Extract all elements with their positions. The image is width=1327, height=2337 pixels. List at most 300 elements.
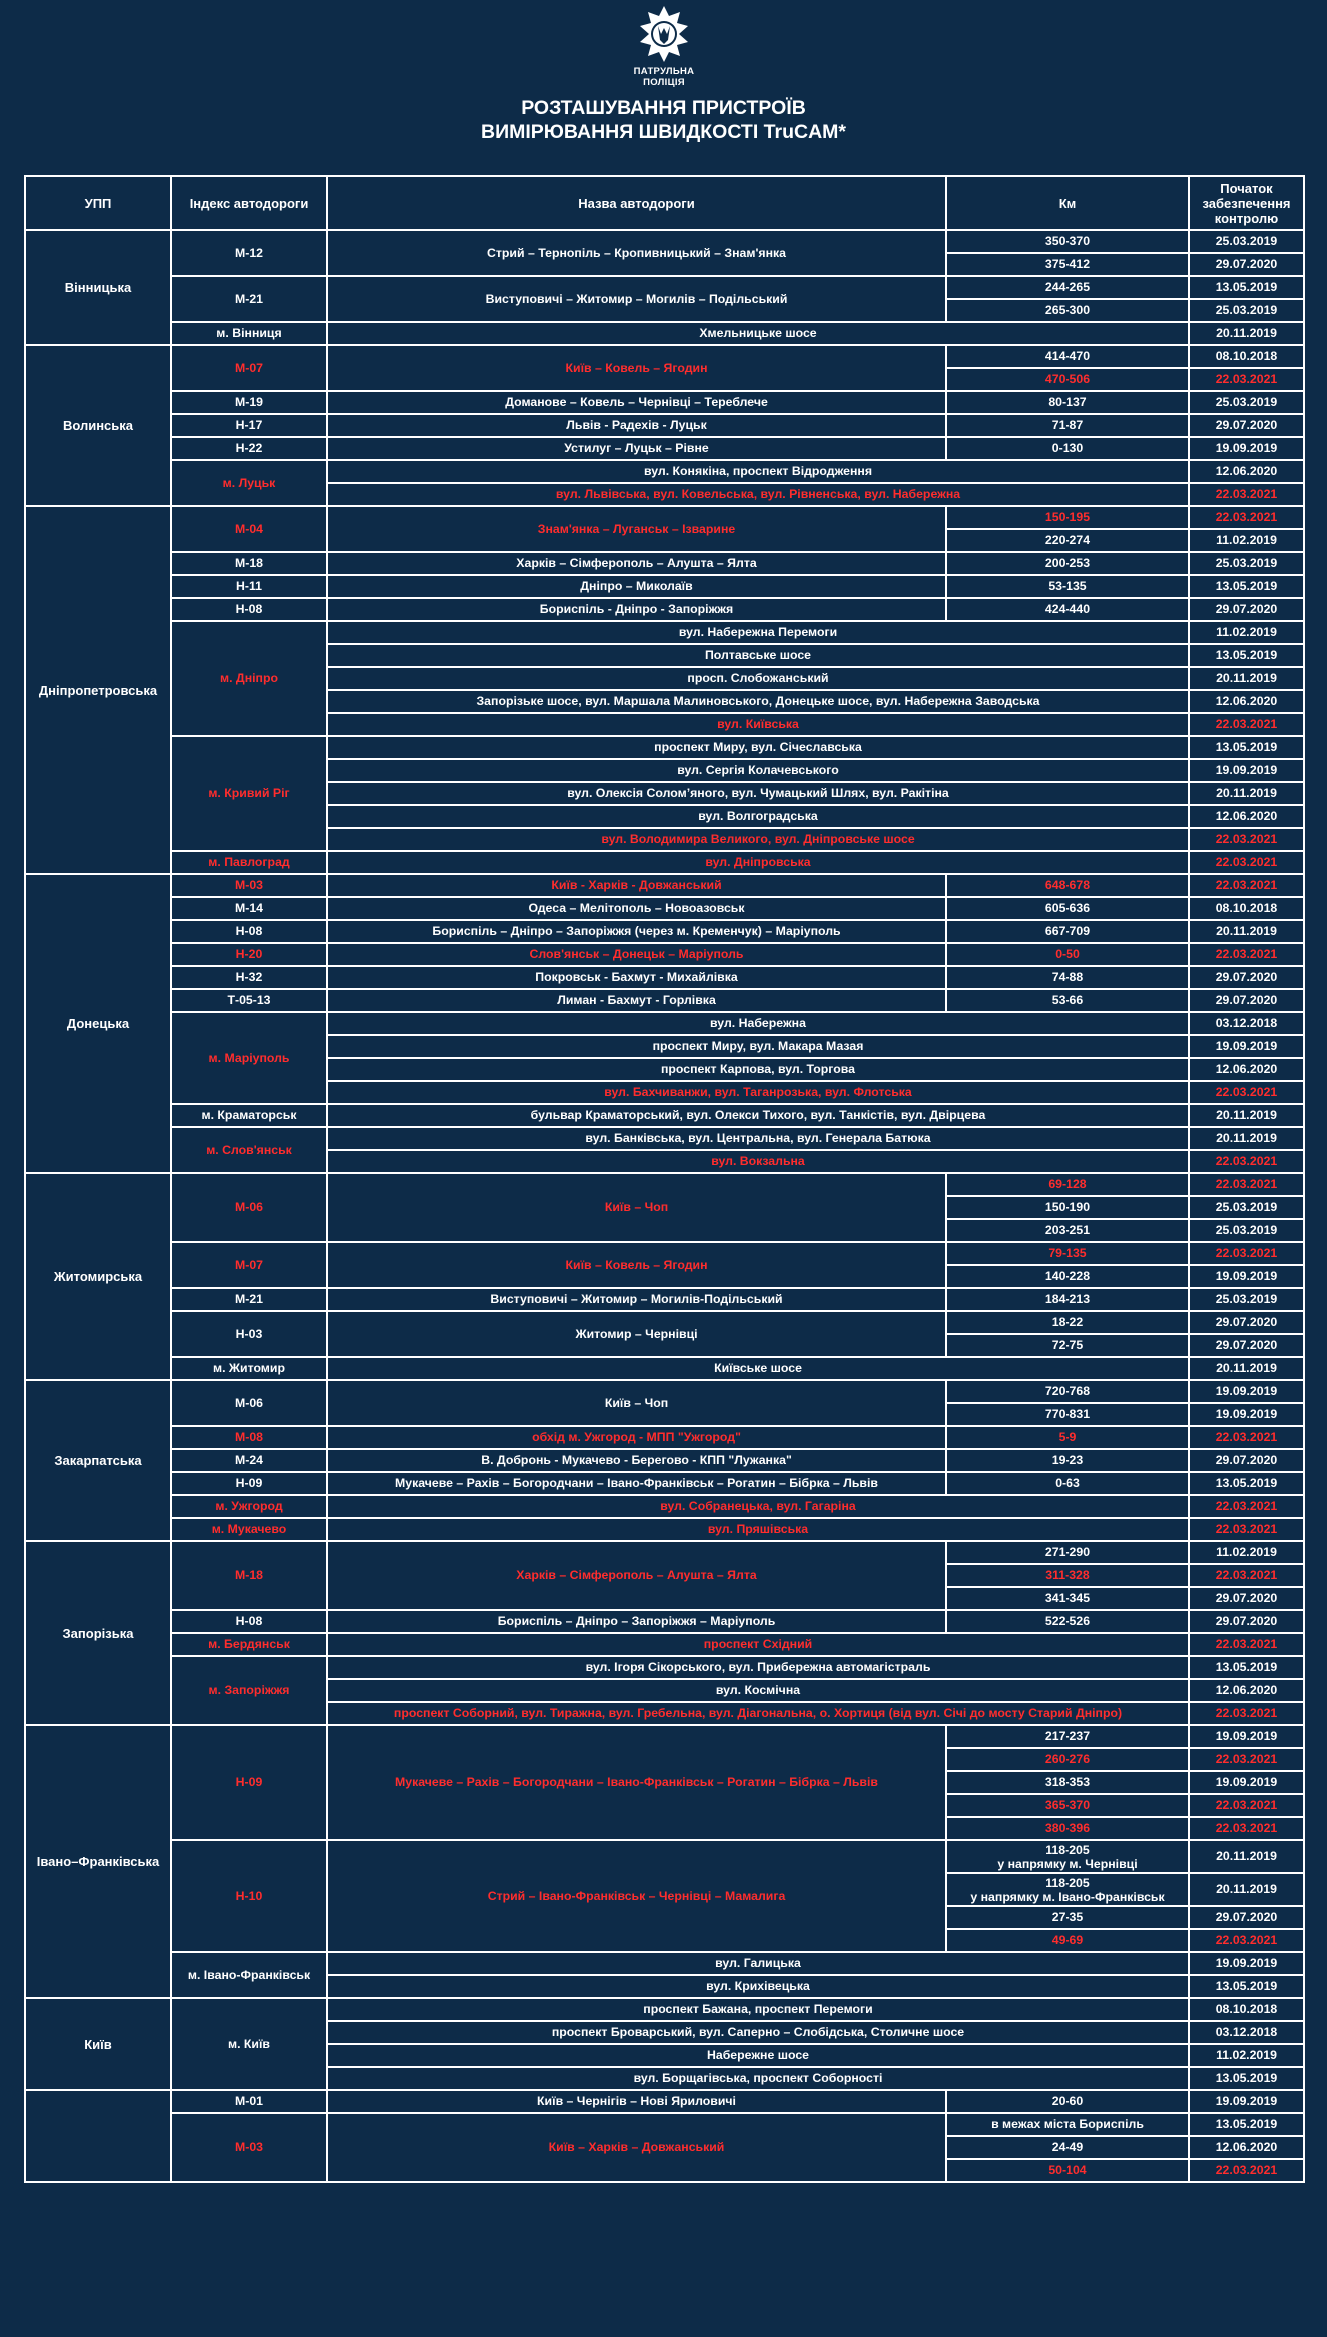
start-date-cell: 22.03.2021 xyxy=(1189,851,1304,874)
km-cell: 341-345 xyxy=(946,1587,1189,1610)
road-index-cell: Н-09 xyxy=(171,1725,327,1840)
start-date-cell: 13.05.2019 xyxy=(1189,736,1304,759)
road-index-cell: М-01 xyxy=(171,2090,327,2113)
km-direction: у напрямку м. Івано-Франківськ xyxy=(970,1889,1165,1904)
km-cell: 365-370 xyxy=(946,1794,1189,1817)
road-index-cell: Т-05-13 xyxy=(171,989,327,1012)
title-line-2: ВИМІРЮВАННЯ ШВИДКОСТІ TruCAM* xyxy=(481,121,846,143)
page-header xyxy=(0,0,1327,172)
km-cell: 470-506 xyxy=(946,368,1189,391)
start-date-cell: 22.03.2021 xyxy=(1189,1794,1304,1817)
start-date-cell: 22.03.2021 xyxy=(1189,1929,1304,1952)
start-date-cell: 20.11.2019 xyxy=(1189,1873,1304,1906)
table-row xyxy=(25,1610,1304,1633)
km-cell: 265-300 xyxy=(946,299,1189,322)
road-name-cell: Мукачеве – Рахів – Богородчани – Івано-Франківськ – Рогатин – Бібрка – Львів xyxy=(327,1472,946,1495)
start-date-cell: 25.03.2019 xyxy=(1189,1196,1304,1219)
road-index-cell: м. Івано-Франківськ xyxy=(171,1952,327,1998)
road-name-cell: Київ – Ковель – Ягодин xyxy=(327,345,946,391)
road-index-cell: М-06 xyxy=(171,1173,327,1242)
km-cell: 50-104 xyxy=(946,2159,1189,2182)
street-cell: проспект Бажана, проспект Перемоги xyxy=(327,1998,1189,2021)
road-index-cell: м. Кривий Ріг xyxy=(171,736,327,851)
start-date-cell: 03.12.2018 xyxy=(1189,2021,1304,2044)
road-index-cell: Н-20 xyxy=(171,943,327,966)
km-cell: 18-22 xyxy=(946,1311,1189,1334)
table-row xyxy=(25,598,1304,621)
km-cell: 69-128 xyxy=(946,1173,1189,1196)
road-index-cell: М-18 xyxy=(171,1541,327,1610)
km-cell: 380-396 xyxy=(946,1817,1189,1840)
start-date-cell: 19.09.2019 xyxy=(1189,1403,1304,1426)
km-cell: 318-353 xyxy=(946,1771,1189,1794)
table-row xyxy=(25,1173,1304,1196)
street-cell: Полтавське шосе xyxy=(327,644,1189,667)
km-cell xyxy=(946,1873,1189,1906)
road-index-cell: м. Ужгород xyxy=(171,1495,327,1518)
street-cell: вул. Володимира Великого, вул. Дніпровське шосе xyxy=(327,828,1189,851)
street-cell: вул. Собранецька, вул. Гагаріна xyxy=(327,1495,1189,1518)
road-index-cell: м. Мукачево xyxy=(171,1518,327,1541)
road-index-cell: Н-08 xyxy=(171,1610,327,1633)
street-cell: вул. Галицька xyxy=(327,1952,1189,1975)
column-header-road-index: Індекс автодороги xyxy=(171,176,327,230)
road-name-cell: Київ – Чоп xyxy=(327,1380,946,1426)
street-cell: проспект Миру, вул. Січеславська xyxy=(327,736,1189,759)
km-cell: 5-9 xyxy=(946,1426,1189,1449)
upp-cell: Запорізька xyxy=(25,1541,171,1725)
km-cell: 414-470 xyxy=(946,345,1189,368)
road-index-cell: Н-10 xyxy=(171,1840,327,1952)
road-index-cell: м. Слов'янськ xyxy=(171,1127,327,1173)
title-line-1: РОЗТАШУВАННЯ ПРИСТРОЇВ xyxy=(521,97,806,119)
start-date-cell: 22.03.2021 xyxy=(1189,2159,1304,2182)
km-cell: 605-636 xyxy=(946,897,1189,920)
street-cell: вул. Набережна Перемоги xyxy=(327,621,1189,644)
road-name-cell: Харків – Сімферополь – Алушта – Ялта xyxy=(327,1541,946,1610)
police-badge-icon xyxy=(638,4,690,64)
road-name-cell: Бориспіль - Дніпро - Запоріжжя xyxy=(327,598,946,621)
table-row xyxy=(25,575,1304,598)
start-date-cell: 13.05.2019 xyxy=(1189,1656,1304,1679)
start-date-cell: 08.10.2018 xyxy=(1189,345,1304,368)
street-cell: вул. Набережна xyxy=(327,1012,1189,1035)
start-date-cell: 20.11.2019 xyxy=(1189,1104,1304,1127)
km-cell: 74-88 xyxy=(946,966,1189,989)
start-date-cell: 19.09.2019 xyxy=(1189,1952,1304,1975)
km-cell: 244-265 xyxy=(946,276,1189,299)
start-date-cell: 25.03.2019 xyxy=(1189,1288,1304,1311)
road-index-cell: М-03 xyxy=(171,874,327,897)
road-name-cell: Харків – Сімферополь – Алушта – Ялта xyxy=(327,552,946,575)
km-cell: 24-49 xyxy=(946,2136,1189,2159)
upp-cell: Київ xyxy=(25,1998,171,2090)
km-range: 118-205 xyxy=(1045,1842,1090,1857)
start-date-cell: 11.02.2019 xyxy=(1189,529,1304,552)
start-date-cell: 11.02.2019 xyxy=(1189,1541,1304,1564)
road-name-cell: Житомир – Чернівці xyxy=(327,1311,946,1357)
road-index-cell: м. Луцьк xyxy=(171,460,327,506)
road-index-cell: М-19 xyxy=(171,391,327,414)
road-name-cell: Виступовичі – Житомир – Могилів-Подільський xyxy=(327,1288,946,1311)
start-date-cell: 19.09.2019 xyxy=(1189,1265,1304,1288)
road-index-cell: м. Житомир xyxy=(171,1357,327,1380)
km-cell: 19-23 xyxy=(946,1449,1189,1472)
table-row xyxy=(25,1357,1304,1380)
road-name-cell: Знам'янка – Луганськ – Ізварине xyxy=(327,506,946,552)
street-cell: проспект Східний xyxy=(327,1633,1189,1656)
km-cell: 150-195 xyxy=(946,506,1189,529)
upp-cell: Івано–Франківська xyxy=(25,1725,171,1998)
table-row xyxy=(25,736,1304,759)
street-cell: вул. Дніпровська xyxy=(327,851,1189,874)
road-index-cell: М-07 xyxy=(171,345,327,391)
column-header-km: Км xyxy=(946,176,1189,230)
start-date-cell: 25.03.2019 xyxy=(1189,1219,1304,1242)
km-cell: 271-290 xyxy=(946,1541,1189,1564)
table-row xyxy=(25,506,1304,529)
road-index-cell: Н-17 xyxy=(171,414,327,437)
start-date-cell: 25.03.2019 xyxy=(1189,552,1304,575)
table-row xyxy=(25,1541,1304,1564)
km-cell: 0-50 xyxy=(946,943,1189,966)
start-date-cell: 20.11.2019 xyxy=(1189,667,1304,690)
start-date-cell: 19.09.2019 xyxy=(1189,1035,1304,1058)
page-title xyxy=(0,96,1327,144)
km-cell: 424-440 xyxy=(946,598,1189,621)
start-date-cell: 22.03.2021 xyxy=(1189,1242,1304,1265)
start-date-cell: 20.11.2019 xyxy=(1189,1357,1304,1380)
start-date-cell: 29.07.2020 xyxy=(1189,989,1304,1012)
police-logo xyxy=(612,4,716,88)
start-date-cell: 12.06.2020 xyxy=(1189,1058,1304,1081)
street-cell: Київське шосе xyxy=(327,1357,1189,1380)
street-cell: вул. Сергія Колачевського xyxy=(327,759,1189,782)
road-name-cell: Слов'янськ – Донецьк – Маріуполь xyxy=(327,943,946,966)
km-cell: 0-63 xyxy=(946,1472,1189,1495)
column-header-start-date: Початок забезпечення контролю xyxy=(1189,176,1304,230)
start-date-cell: 22.03.2021 xyxy=(1189,1817,1304,1840)
street-cell: проспект Карпова, вул. Торгова xyxy=(327,1058,1189,1081)
km-cell: 220-274 xyxy=(946,529,1189,552)
start-date-cell: 12.06.2020 xyxy=(1189,805,1304,828)
table-row xyxy=(25,621,1304,644)
km-cell: 140-228 xyxy=(946,1265,1189,1288)
logo-line-1: ПАТРУЛЬНА xyxy=(633,66,695,77)
start-date-cell: 12.06.2020 xyxy=(1189,460,1304,483)
upp-cell: Житомирська xyxy=(25,1173,171,1380)
road-index-cell: м. Дніпро xyxy=(171,621,327,736)
km-cell: 150-190 xyxy=(946,1196,1189,1219)
start-date-cell: 19.09.2019 xyxy=(1189,1771,1304,1794)
km-cell: 80-137 xyxy=(946,391,1189,414)
start-date-cell: 13.05.2019 xyxy=(1189,2113,1304,2136)
road-name-cell: Київ - Харків - Довжанський xyxy=(327,874,946,897)
street-cell: вул. Київська xyxy=(327,713,1189,736)
road-index-cell: Н-22 xyxy=(171,437,327,460)
table-row xyxy=(25,1012,1304,1035)
road-index-cell: М-21 xyxy=(171,1288,327,1311)
table-row xyxy=(25,460,1304,483)
street-cell: вул. Вокзальна xyxy=(327,1150,1189,1173)
street-cell: Набережне шосе xyxy=(327,2044,1189,2067)
street-cell: вул. Пряшівська xyxy=(327,1518,1189,1541)
start-date-cell: 19.09.2019 xyxy=(1189,1380,1304,1403)
road-index-cell: М-08 xyxy=(171,1426,327,1449)
table-row xyxy=(25,943,1304,966)
km-cell: 217-237 xyxy=(946,1725,1189,1748)
table-row xyxy=(25,1633,1304,1656)
table-row xyxy=(25,2090,1304,2113)
start-date-cell: 22.03.2021 xyxy=(1189,1564,1304,1587)
table-row xyxy=(25,1725,1304,1748)
km-cell: 0-130 xyxy=(946,437,1189,460)
road-name-cell: обхід м. Ужгород - МПП "Ужгород" xyxy=(327,1426,946,1449)
road-index-cell: м. Маріуполь xyxy=(171,1012,327,1104)
km-cell: 375-412 xyxy=(946,253,1189,276)
road-index-cell: Н-08 xyxy=(171,920,327,943)
start-date-cell: 20.11.2019 xyxy=(1189,322,1304,345)
start-date-cell: 22.03.2021 xyxy=(1189,1748,1304,1771)
road-index-cell: м. Запоріжжя xyxy=(171,1656,327,1725)
km-cell: 260-276 xyxy=(946,1748,1189,1771)
start-date-cell: 29.07.2020 xyxy=(1189,598,1304,621)
start-date-cell: 22.03.2021 xyxy=(1189,943,1304,966)
table-row xyxy=(25,276,1304,299)
start-date-cell: 29.07.2020 xyxy=(1189,966,1304,989)
table-row xyxy=(25,897,1304,920)
road-index-cell: М-03 xyxy=(171,2113,327,2182)
table-row xyxy=(25,345,1304,368)
start-date-cell: 11.02.2019 xyxy=(1189,2044,1304,2067)
start-date-cell: 22.03.2021 xyxy=(1189,483,1304,506)
table-row xyxy=(25,1656,1304,1679)
start-date-cell: 25.03.2019 xyxy=(1189,230,1304,253)
trucam-locations-table xyxy=(24,175,1305,2183)
street-cell: проспект Броварський, вул. Саперно – Слобідська, Столичне шосе xyxy=(327,2021,1189,2044)
km-cell: 203-251 xyxy=(946,1219,1189,1242)
table-row xyxy=(25,1472,1304,1495)
table-row xyxy=(25,1242,1304,1265)
start-date-cell: 29.07.2020 xyxy=(1189,414,1304,437)
street-cell: вул. Космічна xyxy=(327,1679,1189,1702)
road-index-cell: М-21 xyxy=(171,276,327,322)
start-date-cell: 29.07.2020 xyxy=(1189,1311,1304,1334)
start-date-cell: 20.11.2019 xyxy=(1189,1840,1304,1873)
road-name-cell: Покровськ - Бахмут - Михайлівка xyxy=(327,966,946,989)
street-cell: проспект Соборний, вул. Тиражна, вул. Гребельна, вул. Діагональна, о. Хортиця (від вул. Січі до мосту Старий Дніпро) xyxy=(327,1702,1189,1725)
start-date-cell: 29.07.2020 xyxy=(1189,1906,1304,1929)
street-cell: вул. Ігоря Сікорського, вул. Прибережна автомагістраль xyxy=(327,1656,1189,1679)
road-index-cell: М-12 xyxy=(171,230,327,276)
road-index-cell: Н-09 xyxy=(171,1472,327,1495)
km-cell: 667-709 xyxy=(946,920,1189,943)
start-date-cell: 08.10.2018 xyxy=(1189,1998,1304,2021)
start-date-cell: 22.03.2021 xyxy=(1189,506,1304,529)
upp-cell: Донецька xyxy=(25,874,171,1173)
street-cell: Хмельницьке шосе xyxy=(327,322,1189,345)
road-index-cell: м. Краматорськ xyxy=(171,1104,327,1127)
start-date-cell: 12.06.2020 xyxy=(1189,690,1304,713)
km-cell: 350-370 xyxy=(946,230,1189,253)
street-cell: бульвар Краматорський, вул. Олекси Тихого, вул. Танкістів, вул. Двірцева xyxy=(327,1104,1189,1127)
start-date-cell: 22.03.2021 xyxy=(1189,1495,1304,1518)
start-date-cell: 22.03.2021 xyxy=(1189,1173,1304,1196)
start-date-cell: 29.07.2020 xyxy=(1189,253,1304,276)
table-row xyxy=(25,1127,1304,1150)
road-name-cell: Одеса – Мелітополь – Новоазовськ xyxy=(327,897,946,920)
table-row xyxy=(25,1449,1304,1472)
road-name-cell: Доманове – Ковель – Чернівці – Тереблече xyxy=(327,391,946,414)
start-date-cell: 22.03.2021 xyxy=(1189,713,1304,736)
table-row xyxy=(25,874,1304,897)
table-row xyxy=(25,552,1304,575)
km-cell: 184-213 xyxy=(946,1288,1189,1311)
table-row xyxy=(25,414,1304,437)
road-name-cell: Львів - Радехів - Луцьк xyxy=(327,414,946,437)
table-row xyxy=(25,1840,1304,1873)
column-header-upp: УПП xyxy=(25,176,171,230)
road-name-cell: Бориспіль – Дніпро – Запоріжжя (через м. Кременчук) – Маріуполь xyxy=(327,920,946,943)
km-cell: 53-66 xyxy=(946,989,1189,1012)
street-cell: вул. Конякіна, проспект Відродження xyxy=(327,460,1189,483)
km-cell: 71-87 xyxy=(946,414,1189,437)
start-date-cell: 08.10.2018 xyxy=(1189,897,1304,920)
km-cell: 311-328 xyxy=(946,1564,1189,1587)
table-row xyxy=(25,1311,1304,1334)
logo-line-2: ПОЛІЦІЯ xyxy=(643,77,685,88)
km-cell: 27-35 xyxy=(946,1906,1189,1929)
road-index-cell: М-14 xyxy=(171,897,327,920)
road-name-cell: Київ – Ковель – Ягодин xyxy=(327,1242,946,1288)
start-date-cell: 20.11.2019 xyxy=(1189,1127,1304,1150)
km-range: 118-205 xyxy=(1045,1875,1090,1890)
start-date-cell: 20.11.2019 xyxy=(1189,920,1304,943)
start-date-cell: 22.03.2021 xyxy=(1189,1081,1304,1104)
table-row xyxy=(25,1380,1304,1403)
table-row xyxy=(25,1426,1304,1449)
start-date-cell: 13.05.2019 xyxy=(1189,1472,1304,1495)
street-cell: Запорізьке шосе, вул. Маршала Малиновського, Донецьке шосе, вул. Набережна Заводська xyxy=(327,690,1189,713)
km-cell: 720-768 xyxy=(946,1380,1189,1403)
column-header-road-name: Назва автодороги xyxy=(327,176,946,230)
start-date-cell: 12.06.2020 xyxy=(1189,1679,1304,1702)
km-cell xyxy=(946,1840,1189,1873)
upp-cell: Вінницька xyxy=(25,230,171,345)
table-row xyxy=(25,1104,1304,1127)
road-name-cell: Лиман - Бахмут - Горлівка xyxy=(327,989,946,1012)
table-row xyxy=(25,322,1304,345)
road-name-cell: Виступовичі – Житомир – Могилів – Подільський xyxy=(327,276,946,322)
start-date-cell: 19.09.2019 xyxy=(1189,2090,1304,2113)
start-date-cell: 22.03.2021 xyxy=(1189,1518,1304,1541)
start-date-cell: 19.09.2019 xyxy=(1189,437,1304,460)
table-header-row xyxy=(25,176,1304,230)
street-cell: вул. Львівська, вул. Ковельська, вул. Рівненська, вул. Набережна xyxy=(327,483,1189,506)
table-row xyxy=(25,230,1304,253)
road-index-cell: М-04 xyxy=(171,506,327,552)
road-name-cell: Устилуг – Луцьк – Рівне xyxy=(327,437,946,460)
table-row xyxy=(25,966,1304,989)
table-row xyxy=(25,920,1304,943)
road-name-cell: Стрий – Тернопіль – Кропивницький – Знам'янка xyxy=(327,230,946,276)
km-cell: 648-678 xyxy=(946,874,1189,897)
road-name-cell: В. Добронь - Мукачево - Берегово - КПП "Лужанка" xyxy=(327,1449,946,1472)
start-date-cell: 12.06.2020 xyxy=(1189,2136,1304,2159)
start-date-cell: 22.03.2021 xyxy=(1189,1150,1304,1173)
km-cell: 200-253 xyxy=(946,552,1189,575)
upp-cell: Закарпатська xyxy=(25,1380,171,1541)
table-row xyxy=(25,851,1304,874)
road-index-cell: М-18 xyxy=(171,552,327,575)
road-index-cell: Н-03 xyxy=(171,1311,327,1357)
road-index-cell: М-24 xyxy=(171,1449,327,1472)
start-date-cell: 22.03.2021 xyxy=(1189,1633,1304,1656)
table-body xyxy=(25,230,1304,2182)
start-date-cell: 25.03.2019 xyxy=(1189,299,1304,322)
start-date-cell: 29.07.2020 xyxy=(1189,1449,1304,1472)
road-index-cell: М-07 xyxy=(171,1242,327,1288)
start-date-cell: 13.05.2019 xyxy=(1189,276,1304,299)
km-cell: 20-60 xyxy=(946,2090,1189,2113)
km-cell: 72-75 xyxy=(946,1334,1189,1357)
start-date-cell: 22.03.2021 xyxy=(1189,1702,1304,1725)
start-date-cell: 29.07.2020 xyxy=(1189,1587,1304,1610)
km-cell: 522-526 xyxy=(946,1610,1189,1633)
street-cell: проспект Миру, вул. Макара Мазая xyxy=(327,1035,1189,1058)
road-index-cell: м. Київ xyxy=(171,1998,327,2090)
street-cell: вул. Бахчиванжи, вул. Таганрозька, вул. Флотська xyxy=(327,1081,1189,1104)
road-index-cell: м. Павлоград xyxy=(171,851,327,874)
km-cell: 79-135 xyxy=(946,1242,1189,1265)
start-date-cell: 29.07.2020 xyxy=(1189,1610,1304,1633)
table-row xyxy=(25,989,1304,1012)
upp-cell: Дніпропетровська xyxy=(25,506,171,874)
road-name-cell: Бориспіль – Дніпро – Запоріжжя – Маріуполь xyxy=(327,1610,946,1633)
road-name-cell: Дніпро – Миколаїв xyxy=(327,575,946,598)
km-cell: 49-69 xyxy=(946,1929,1189,1952)
km-cell: в межах міста Бориспіль xyxy=(946,2113,1189,2136)
road-index-cell: Н-32 xyxy=(171,966,327,989)
street-cell: вул. Крихівецька xyxy=(327,1975,1189,1998)
road-index-cell: Н-11 xyxy=(171,575,327,598)
road-name-cell: Київ – Чернігів – Нові Яриловичі xyxy=(327,2090,946,2113)
km-direction: у напрямку м. Чернівці xyxy=(997,1856,1138,1871)
street-cell: вул. Олексія Соломʼяного, вул. Чумацький Шлях, вул. Ракітіна xyxy=(327,782,1189,805)
km-cell: 770-831 xyxy=(946,1403,1189,1426)
table-row xyxy=(25,1518,1304,1541)
upp-cell: Волинська xyxy=(25,345,171,506)
table-row xyxy=(25,1952,1304,1975)
start-date-cell: 25.03.2019 xyxy=(1189,391,1304,414)
table-row xyxy=(25,1495,1304,1518)
start-date-cell: 13.05.2019 xyxy=(1189,2067,1304,2090)
table-row xyxy=(25,391,1304,414)
road-index-cell: Н-08 xyxy=(171,598,327,621)
start-date-cell: 11.02.2019 xyxy=(1189,621,1304,644)
start-date-cell: 13.05.2019 xyxy=(1189,575,1304,598)
start-date-cell: 22.03.2021 xyxy=(1189,874,1304,897)
table-row xyxy=(25,437,1304,460)
road-name-cell: Київ – Харків – Довжанський xyxy=(327,2113,946,2182)
street-cell: просп. Слобожанський xyxy=(327,667,1189,690)
start-date-cell: 20.11.2019 xyxy=(1189,782,1304,805)
road-index-cell: М-06 xyxy=(171,1380,327,1426)
street-cell: вул. Волгоградська xyxy=(327,805,1189,828)
table-row xyxy=(25,2113,1304,2136)
start-date-cell: 19.09.2019 xyxy=(1189,1725,1304,1748)
street-cell: вул. Банківська, вул. Центральна, вул. Генерала Батюка xyxy=(327,1127,1189,1150)
